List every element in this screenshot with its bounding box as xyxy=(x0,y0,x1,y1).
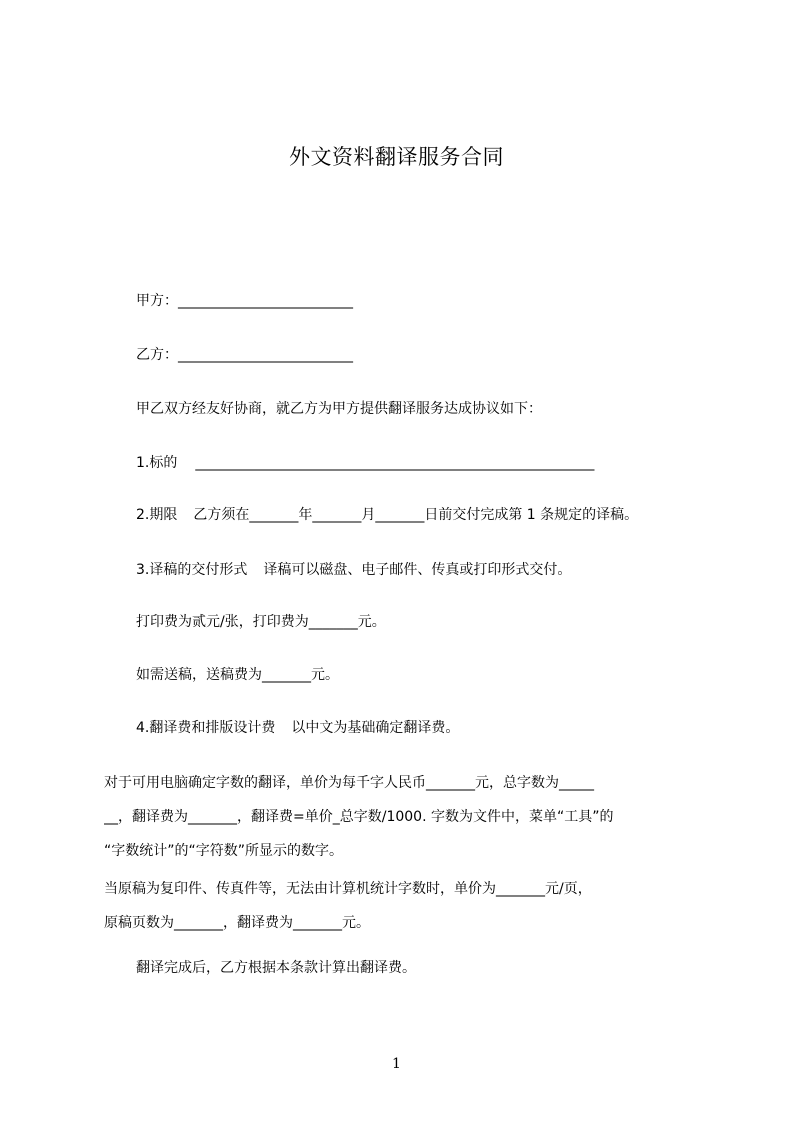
clause-2-label: 2.期限 xyxy=(136,507,178,523)
paragraph-copy-count xyxy=(104,872,700,940)
clause-1 xyxy=(136,453,594,473)
clause-4-text: 以中文为基础确定翻译费。 xyxy=(291,720,460,736)
clause-3 xyxy=(136,560,571,580)
paragraph-line: “字数统计”的“字符数”所显示的数字。 xyxy=(104,843,344,859)
party-a-blank: _________________________ xyxy=(178,293,353,309)
paragraph-line: __，翻译费为_______，翻译费=单价_总字数/1000. 字数为文件中，菜单“工具”的 xyxy=(104,809,614,825)
party-a-line xyxy=(136,291,353,311)
clause-4 xyxy=(136,718,459,738)
intro-text: 甲乙双方经友好协商，就乙方为甲方提供翻译服务达成协议如下： xyxy=(136,401,542,417)
page-number: 1 xyxy=(392,1056,401,1072)
page-title: 外文资料翻译服务合同 xyxy=(289,145,504,169)
delivery-fee-text: 如需送稿，送稿费为_______元。 xyxy=(136,667,339,683)
party-a-label: 甲方： xyxy=(136,293,178,309)
party-b-line xyxy=(136,345,353,365)
paragraph-line: 原稿页数为_______，翻译费为_______元。 xyxy=(104,915,370,931)
clause-1-blank: _________________________________________________________ xyxy=(195,455,595,471)
party-b-blank: _________________________ xyxy=(178,347,353,363)
clause-3-text: 译稿可以磁盘、电子邮件、传真或打印形式交付。 xyxy=(263,562,572,578)
paragraph-computer-count xyxy=(104,766,700,868)
clause-4-label: 4.翻译费和排版设计费 xyxy=(136,720,276,736)
clause-3-label: 3.译稿的交付形式 xyxy=(136,562,248,578)
clause-1-label: 1.标的 xyxy=(136,455,178,471)
clause-2 xyxy=(136,505,638,525)
clause-2-text: 乙方须在_______年_______月_______日前交付完成第 1 条规定的译稿。 xyxy=(193,507,639,523)
party-b-label: 乙方： xyxy=(136,347,178,363)
print-fee-text: 打印费为贰元/张，打印费为_______元。 xyxy=(136,614,386,630)
paragraph-line: 对于可用电脑确定字数的翻译，单价为每千字人民币_______元，总字数为_____ xyxy=(104,775,594,791)
closing-text: 翻译完成后，乙方根据本条款计算出翻译费。 xyxy=(136,960,416,976)
paragraph-line: 当原稿为复印件、传真件等，无法由计算机统计字数时，单价为_______元/页， xyxy=(104,881,592,897)
